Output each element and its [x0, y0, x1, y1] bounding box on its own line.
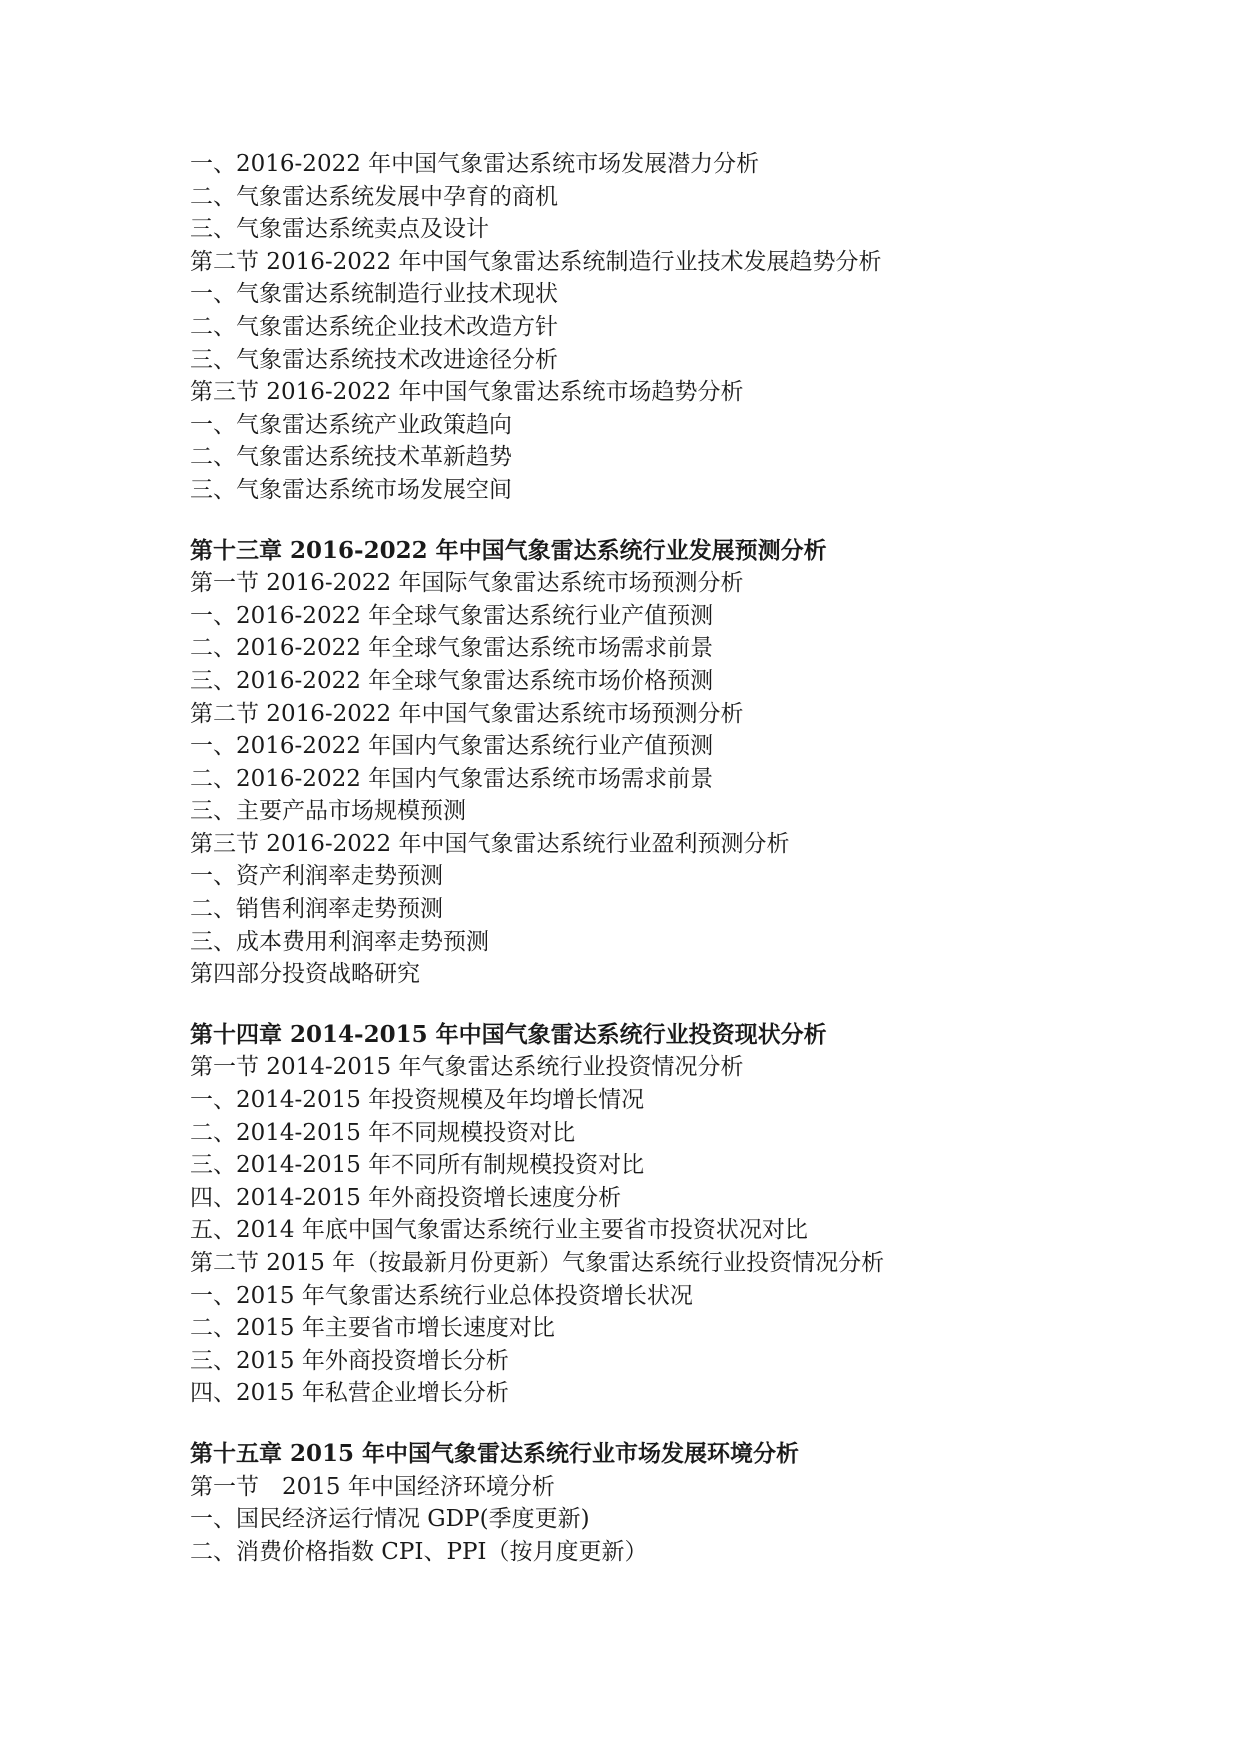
chapter-heading: 第十五章 2015 年中国气象雷达系统行业市场发展环境分析	[190, 1439, 800, 1467]
section-block	[190, 535, 1190, 991]
toc-line: 第三节 2016-2022 年中国气象雷达系统行业盈利预测分析	[190, 830, 790, 857]
toc-line: 二、销售利润率走势预测	[190, 896, 443, 923]
toc-line: 二、2016-2022 年国内气象雷达系统市场需求前景	[190, 765, 714, 792]
toc-line: 第二节 2015 年（按最新月份更新）气象雷达系统行业投资情况分析	[190, 1250, 885, 1276]
toc-line: 四、2014-2015 年外商投资增长速度分析	[190, 1184, 622, 1211]
toc-line: 一、2016-2022 年国内气象雷达系统行业产值预测	[190, 733, 714, 760]
toc-line: 一、2014-2015 年投资规模及年均增长情况	[190, 1087, 645, 1114]
toc-line: 四、2015 年私营企业增长分析	[190, 1380, 509, 1407]
toc-line: 一、国民经济运行情况 GDP(季度更新)	[190, 1506, 590, 1533]
toc-line: 二、消费价格指数 CPI、PPI（按月度更新）	[190, 1538, 648, 1565]
toc-line: 二、2015 年主要省市增长速度对比	[190, 1315, 555, 1342]
toc-line: 五、2014 年底中国气象雷达系统行业主要省市投资状况对比	[190, 1217, 808, 1244]
toc-line: 二、气象雷达系统发展中孕育的商机	[190, 183, 558, 210]
toc-line: 三、2015 年外商投资增长分析	[190, 1347, 509, 1374]
toc-line: 第二节 2016-2022 年中国气象雷达系统制造行业技术发展趋势分析	[190, 248, 882, 275]
toc-line: 一、2015 年气象雷达系统行业总体投资增长状况	[190, 1282, 693, 1309]
chapter-heading: 第十四章 2014-2015 年中国气象雷达系统行业投资现状分析	[190, 1020, 827, 1048]
toc-line: 三、气象雷达系统技术改进途径分析	[190, 346, 558, 373]
toc-line: 三、主要产品市场规模预测	[190, 798, 466, 825]
toc-line: 二、气象雷达系统技术革新趋势	[190, 444, 512, 471]
toc-line: 二、2014-2015 年不同规模投资对比	[190, 1119, 576, 1146]
toc-line: 一、气象雷达系统制造行业技术现状	[190, 281, 558, 308]
toc-line: 三、2014-2015 年不同所有制规模投资对比	[190, 1152, 645, 1179]
section-block	[190, 1438, 1190, 1568]
toc-line: 三、气象雷达系统市场发展空间	[190, 476, 512, 503]
toc-line: 二、气象雷达系统企业技术改造方针	[190, 313, 558, 340]
document-body	[190, 148, 1190, 1568]
toc-line: 第一节 2016-2022 年国际气象雷达系统市场预测分析	[190, 570, 744, 597]
section-block	[190, 148, 1190, 507]
toc-line: 第四部分投资战略研究	[190, 961, 420, 988]
toc-line: 一、2016-2022 年全球气象雷达系统行业产值预测	[190, 602, 714, 629]
toc-line: 一、气象雷达系统产业政策趋向	[190, 411, 512, 438]
toc-line: 第二节 2016-2022 年中国气象雷达系统市场预测分析	[190, 700, 744, 727]
chapter-heading: 第十三章 2016-2022 年中国气象雷达系统行业发展预测分析	[190, 536, 827, 564]
toc-line: 一、2016-2022 年中国气象雷达系统市场发展潜力分析	[190, 151, 760, 177]
toc-line: 第一节 2014-2015 年气象雷达系统行业投资情况分析	[190, 1054, 744, 1081]
toc-line: 第三节 2016-2022 年中国气象雷达系统市场趋势分析	[190, 379, 744, 406]
toc-line: 一、资产利润率走势预测	[190, 863, 443, 890]
section-block	[190, 1019, 1190, 1410]
toc-line: 三、2016-2022 年全球气象雷达系统市场价格预测	[190, 667, 714, 694]
toc-line: 二、2016-2022 年全球气象雷达系统市场需求前景	[190, 635, 714, 662]
toc-line: 三、成本费用利润率走势预测	[190, 928, 489, 955]
toc-line: 第一节 2015 年中国经济环境分析	[190, 1473, 555, 1500]
toc-line: 三、气象雷达系统卖点及设计	[190, 216, 489, 243]
